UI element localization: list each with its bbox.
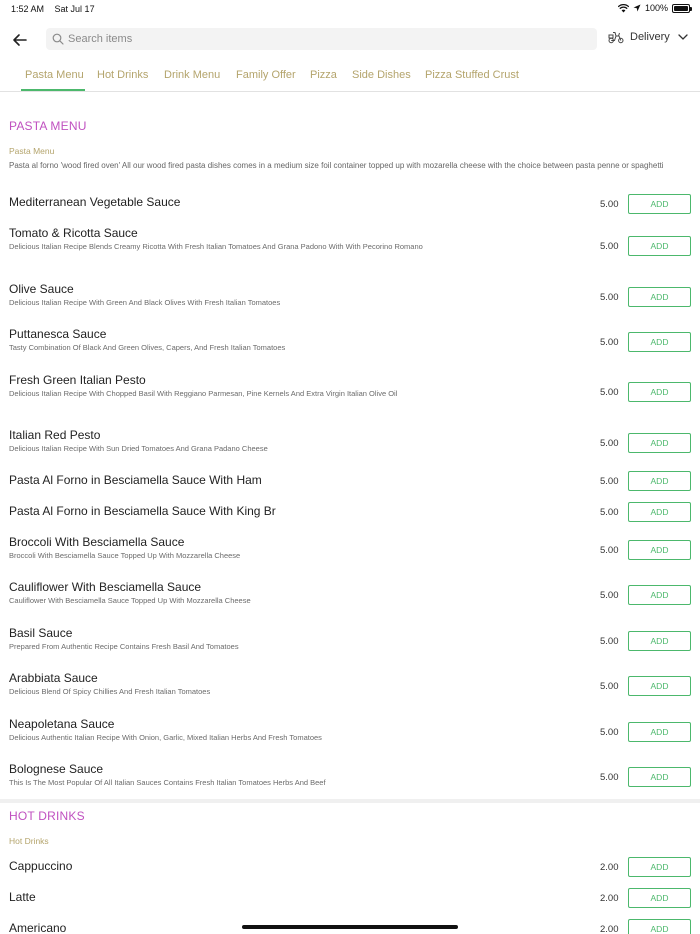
menu-item-name: Americano	[9, 921, 67, 934]
top-bar	[0, 26, 700, 54]
add-button[interactable]: ADD	[628, 919, 691, 934]
menu-item-description: Delicious Italian Recipe With Chopped Basil With Reggiano Parmesan, Pine Kernels And Extra Virgin Italian Olive Oil	[9, 389, 398, 398]
menu-item-name: Cauliflower With Besciamella Sauce	[9, 580, 202, 594]
add-button[interactable]: ADD	[628, 631, 691, 651]
menu-item-name: Fresh Green Italian Pesto	[9, 373, 146, 387]
menu-item-price: 5.00	[600, 199, 619, 210]
add-button[interactable]: ADD	[628, 540, 691, 560]
menu-item-name: Arabbiata Sauce	[9, 671, 98, 685]
menu-item-name: Tomato & Ricotta Sauce	[9, 226, 138, 240]
menu-item-name: Latte	[9, 890, 36, 904]
menu-item-name: Olive Sauce	[9, 282, 74, 296]
tab-drink-menu[interactable]: Drink Menu	[164, 69, 221, 81]
add-button[interactable]: ADD	[628, 676, 691, 696]
menu-item-name: Neapoletana Sauce	[9, 717, 115, 731]
wifi-icon	[618, 4, 629, 13]
menu-item-name: Puttanesca Sauce	[9, 327, 107, 341]
menu-item-name: Pasta Al Forno in Besciamella Sauce With King Br	[9, 504, 276, 518]
menu-item-price: 5.00	[600, 590, 619, 601]
menu-item-description: Prepared From Authentic Recipe Contains Fresh Basil And Tomatoes	[9, 642, 239, 651]
menu-item-name: Broccoli With Besciamella Sauce	[9, 535, 185, 549]
menu-item-name: Bolognese Sauce	[9, 762, 104, 776]
add-button[interactable]: ADD	[628, 236, 691, 256]
add-button[interactable]: ADD	[628, 722, 691, 742]
search-input[interactable]	[68, 33, 568, 45]
menu-item-price: 5.00	[600, 727, 619, 738]
tab-side-dishes[interactable]: Side Dishes	[352, 69, 411, 81]
add-button[interactable]: ADD	[628, 767, 691, 787]
menu-item-price: 5.00	[600, 681, 619, 692]
chevron-down-icon	[678, 34, 688, 40]
tab-family-offer[interactable]: Family Offer	[236, 69, 296, 81]
status-date: Sat Jul 17	[54, 4, 95, 14]
delivery-selector[interactable]	[608, 30, 688, 44]
add-button[interactable]: ADD	[628, 287, 691, 307]
menu-item-description: Delicious Italian Recipe With Green And Black Olives With Fresh Italian Tomatoes	[9, 298, 281, 307]
section-description: Pasta al forno 'wood fired oven' All our wood fired pasta dishes comes in a medium size foil container topped up with mozarella cheese with the choice between pasta penne or spaghetti	[9, 161, 664, 170]
section-title: HOT DRINKS	[9, 809, 85, 823]
menu-item-name: Italian Red Pesto	[9, 428, 101, 442]
menu-item-price: 5.00	[600, 438, 619, 449]
menu-item-price: 5.00	[600, 772, 619, 783]
delivery-scooter-icon	[608, 30, 624, 44]
add-button[interactable]: ADD	[628, 194, 691, 214]
add-button[interactable]: ADD	[628, 502, 691, 522]
delivery-label: Delivery	[630, 31, 670, 43]
add-button[interactable]: ADD	[628, 585, 691, 605]
menu-item-price: 2.00	[600, 924, 619, 934]
add-button[interactable]: ADD	[628, 332, 691, 352]
menu-item-price: 5.00	[600, 337, 619, 348]
battery-percent: 100%	[644, 3, 668, 13]
status-time: 1:52 AM	[11, 4, 45, 14]
status-left	[11, 4, 103, 14]
search-box[interactable]	[46, 28, 597, 50]
section-title: PASTA MENU	[9, 119, 87, 133]
active-tab-indicator	[21, 89, 85, 91]
menu-item-name: Mediterranean Vegetable Sauce	[9, 195, 181, 209]
home-indicator	[242, 925, 458, 929]
menu-item-price: 5.00	[600, 545, 619, 556]
menu-item-name: Pasta Al Forno in Besciamella Sauce With Ham	[9, 473, 262, 487]
tab-pasta-menu[interactable]: Pasta Menu	[25, 69, 84, 81]
menu-item-price: 5.00	[600, 636, 619, 647]
menu-item-description: Delicious Authentic Italian Recipe With Onion, Garlic, Mixed Italian Herbs And Fresh Tomatoes	[9, 733, 322, 742]
menu-item-name: Basil Sauce	[9, 626, 73, 640]
menu-item-price: 2.00	[600, 893, 619, 904]
status-right	[618, 3, 690, 13]
menu-item-description: This Is The Most Popular Of All Italian Sauces Contains Fresh Italian Tomatoes Herbs And Beef	[9, 778, 326, 787]
section-subtitle: Pasta Menu	[9, 146, 55, 156]
menu-item-name: Cappuccino	[9, 859, 73, 873]
back-button[interactable]	[10, 30, 30, 50]
search-icon	[52, 33, 64, 45]
back-arrow-icon	[10, 30, 30, 50]
add-button[interactable]: ADD	[628, 382, 691, 402]
battery-icon	[672, 4, 690, 13]
add-button[interactable]: ADD	[628, 471, 691, 491]
add-button[interactable]: ADD	[628, 888, 691, 908]
section-divider	[0, 799, 700, 803]
status-bar	[0, 0, 700, 18]
menu-item-description: Tasty Combination Of Black And Green Olives, Capers, And Fresh Italian Tomatoes	[9, 343, 286, 352]
menu-item-price: 5.00	[600, 292, 619, 303]
menu-item-price: 5.00	[600, 241, 619, 252]
menu-item-price: 2.00	[600, 862, 619, 873]
menu-item-price: 5.00	[600, 476, 619, 487]
menu-item-description: Cauliflower With Besciamella Sauce Topped Up With Mozzarella Cheese	[9, 596, 251, 605]
menu-item-description: Delicious Italian Recipe With Sun Dried Tomatoes And Grana Padano Cheese	[9, 444, 268, 453]
section-subtitle: Hot Drinks	[9, 836, 49, 846]
menu-item-price: 5.00	[600, 507, 619, 518]
add-button[interactable]: ADD	[628, 857, 691, 877]
menu-item-price: 5.00	[600, 387, 619, 398]
tab-pizza-stuffed-crust[interactable]: Pizza Stuffed Crust	[425, 69, 519, 81]
menu-item-description: Broccoli With Besciamella Sauce Topped Up With Mozzarella Cheese	[9, 551, 241, 560]
menu-item-description: Delicious Blend Of Spicy Chillies And Fresh Italian Tomatoes	[9, 687, 211, 696]
tab-hot-drinks[interactable]: Hot Drinks	[97, 69, 149, 81]
add-button[interactable]: ADD	[628, 433, 691, 453]
location-icon	[633, 4, 641, 12]
category-tabs	[0, 62, 700, 92]
menu-item-description: Delicious Italian Recipe Blends Creamy Ricotta With Fresh Italian Tomatoes And Grana Padono With With Pecorino Romano	[9, 242, 423, 251]
tab-pizza[interactable]: Pizza	[310, 69, 337, 81]
